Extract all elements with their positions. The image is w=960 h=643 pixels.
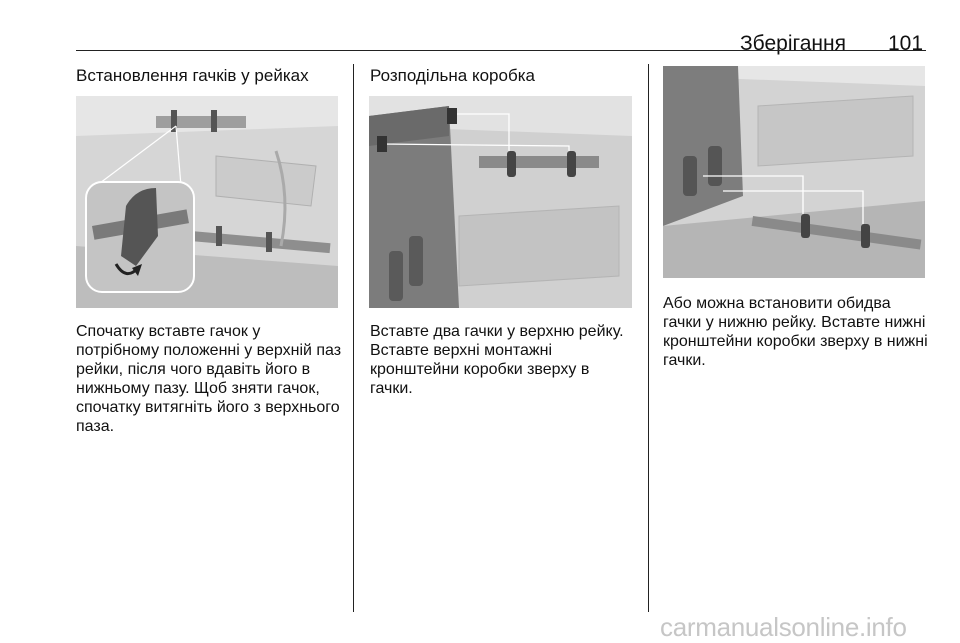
heading-hook-installation: Встановлення гачків у рейках — [76, 66, 309, 85]
section-title: Зберігання — [740, 32, 846, 55]
column-divider-1 — [353, 64, 354, 612]
paragraph-storage-box: Вставте два гачки у верхню рейку. Вставте верхні монтажні кронштейни коробки зверху в гачки. — [370, 323, 624, 397]
figure-hook-rail — [76, 96, 338, 308]
figure-box-upper-rail — [369, 96, 632, 308]
page-number: 101 — [888, 32, 924, 55]
figure-box-lower-rail — [663, 66, 925, 278]
paragraph-lower-rail: Або можна встановити обидва гачки у нижню рейку. Вставте нижні кронштейни коробки зверху в нижні гачки. — [663, 295, 928, 369]
heading-storage-box: Розподільна коробка — [370, 66, 535, 85]
header-rule — [76, 50, 926, 51]
column-divider-2 — [648, 64, 649, 612]
watermark: carmanualsonline.info — [660, 612, 907, 642]
paragraph-hook-installation: Спочатку вставте гачок у потрібному положенні у верхній паз рейки, після чого вдавіть його в нижньому пазу. Щоб зняти гачок, спочатку витягніть його з верхнього паза. — [76, 323, 342, 435]
